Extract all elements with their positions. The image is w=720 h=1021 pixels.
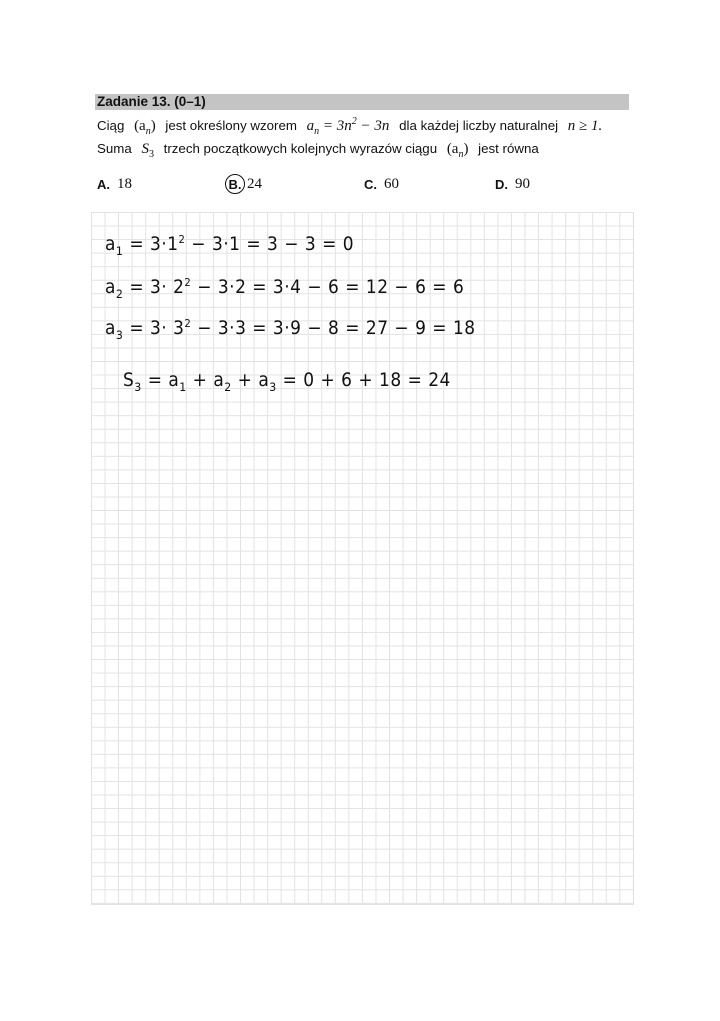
answer-value: 90 — [515, 175, 530, 192]
answer-value: 60 — [384, 175, 399, 192]
sequence-symbol: $(a_n)$ — [446, 141, 469, 160]
handwritten-line-a2: $a_2 = 3\cdot 2^2 - 3\cdot 2 = 3\cdot 4 - 6 = 12 - 6 = 6$ — [105, 277, 465, 302]
task-statement — [97, 113, 602, 141]
statement-text-3: dla każdej liczby naturalnej — [399, 118, 559, 133]
answer-value: 18 — [117, 175, 132, 192]
answer-value: 24 — [247, 175, 262, 192]
handwritten-line-a3: $a_3 = 3\cdot 3^2 - 3\cdot 3 = 3\cdot 9 - 8 = 27 - 9 = 18$ — [105, 318, 476, 343]
handwritten-line-sum: $S_3 = a_1 + a_2 + a_3 = 0 + 6 + 18 = 24$ — [123, 370, 451, 395]
question-text-2: trzech początkowych kolejnych wyrazów ciągu — [163, 141, 438, 156]
answer-letter-circled: B. — [225, 174, 245, 194]
statement-text-1: Ciąg — [97, 118, 125, 133]
answer-options — [97, 173, 637, 195]
condition: n ≥ 1. — [567, 118, 603, 134]
statement-text-2: jest określony wzorem — [165, 118, 297, 133]
task-title: Zadanie 13. (0–1) — [97, 94, 206, 109]
handwritten-line-a1: $a_1 = 3\cdot 1^2 - 3\cdot 1 = 3 - 3 = 0$ — [105, 234, 355, 259]
answer-option-b[interactable] — [229, 173, 262, 195]
answer-letter: D. — [495, 176, 508, 192]
sum-symbol: $S_3$ — [141, 141, 154, 160]
grid-work-area — [91, 212, 634, 905]
answer-option-a[interactable] — [97, 173, 132, 195]
answer-letter: C. — [364, 176, 377, 192]
formula: $a_n = 3n^2 - 3n$ — [306, 116, 390, 137]
answer-letter: A. — [97, 176, 110, 192]
answer-option-c[interactable] — [364, 173, 399, 195]
question-text-1: Suma — [97, 141, 132, 156]
task-question — [97, 140, 539, 164]
answer-option-d[interactable] — [495, 173, 530, 195]
question-text-3: jest równa — [478, 141, 539, 156]
sequence-symbol: $(a_n)$ — [134, 118, 156, 137]
